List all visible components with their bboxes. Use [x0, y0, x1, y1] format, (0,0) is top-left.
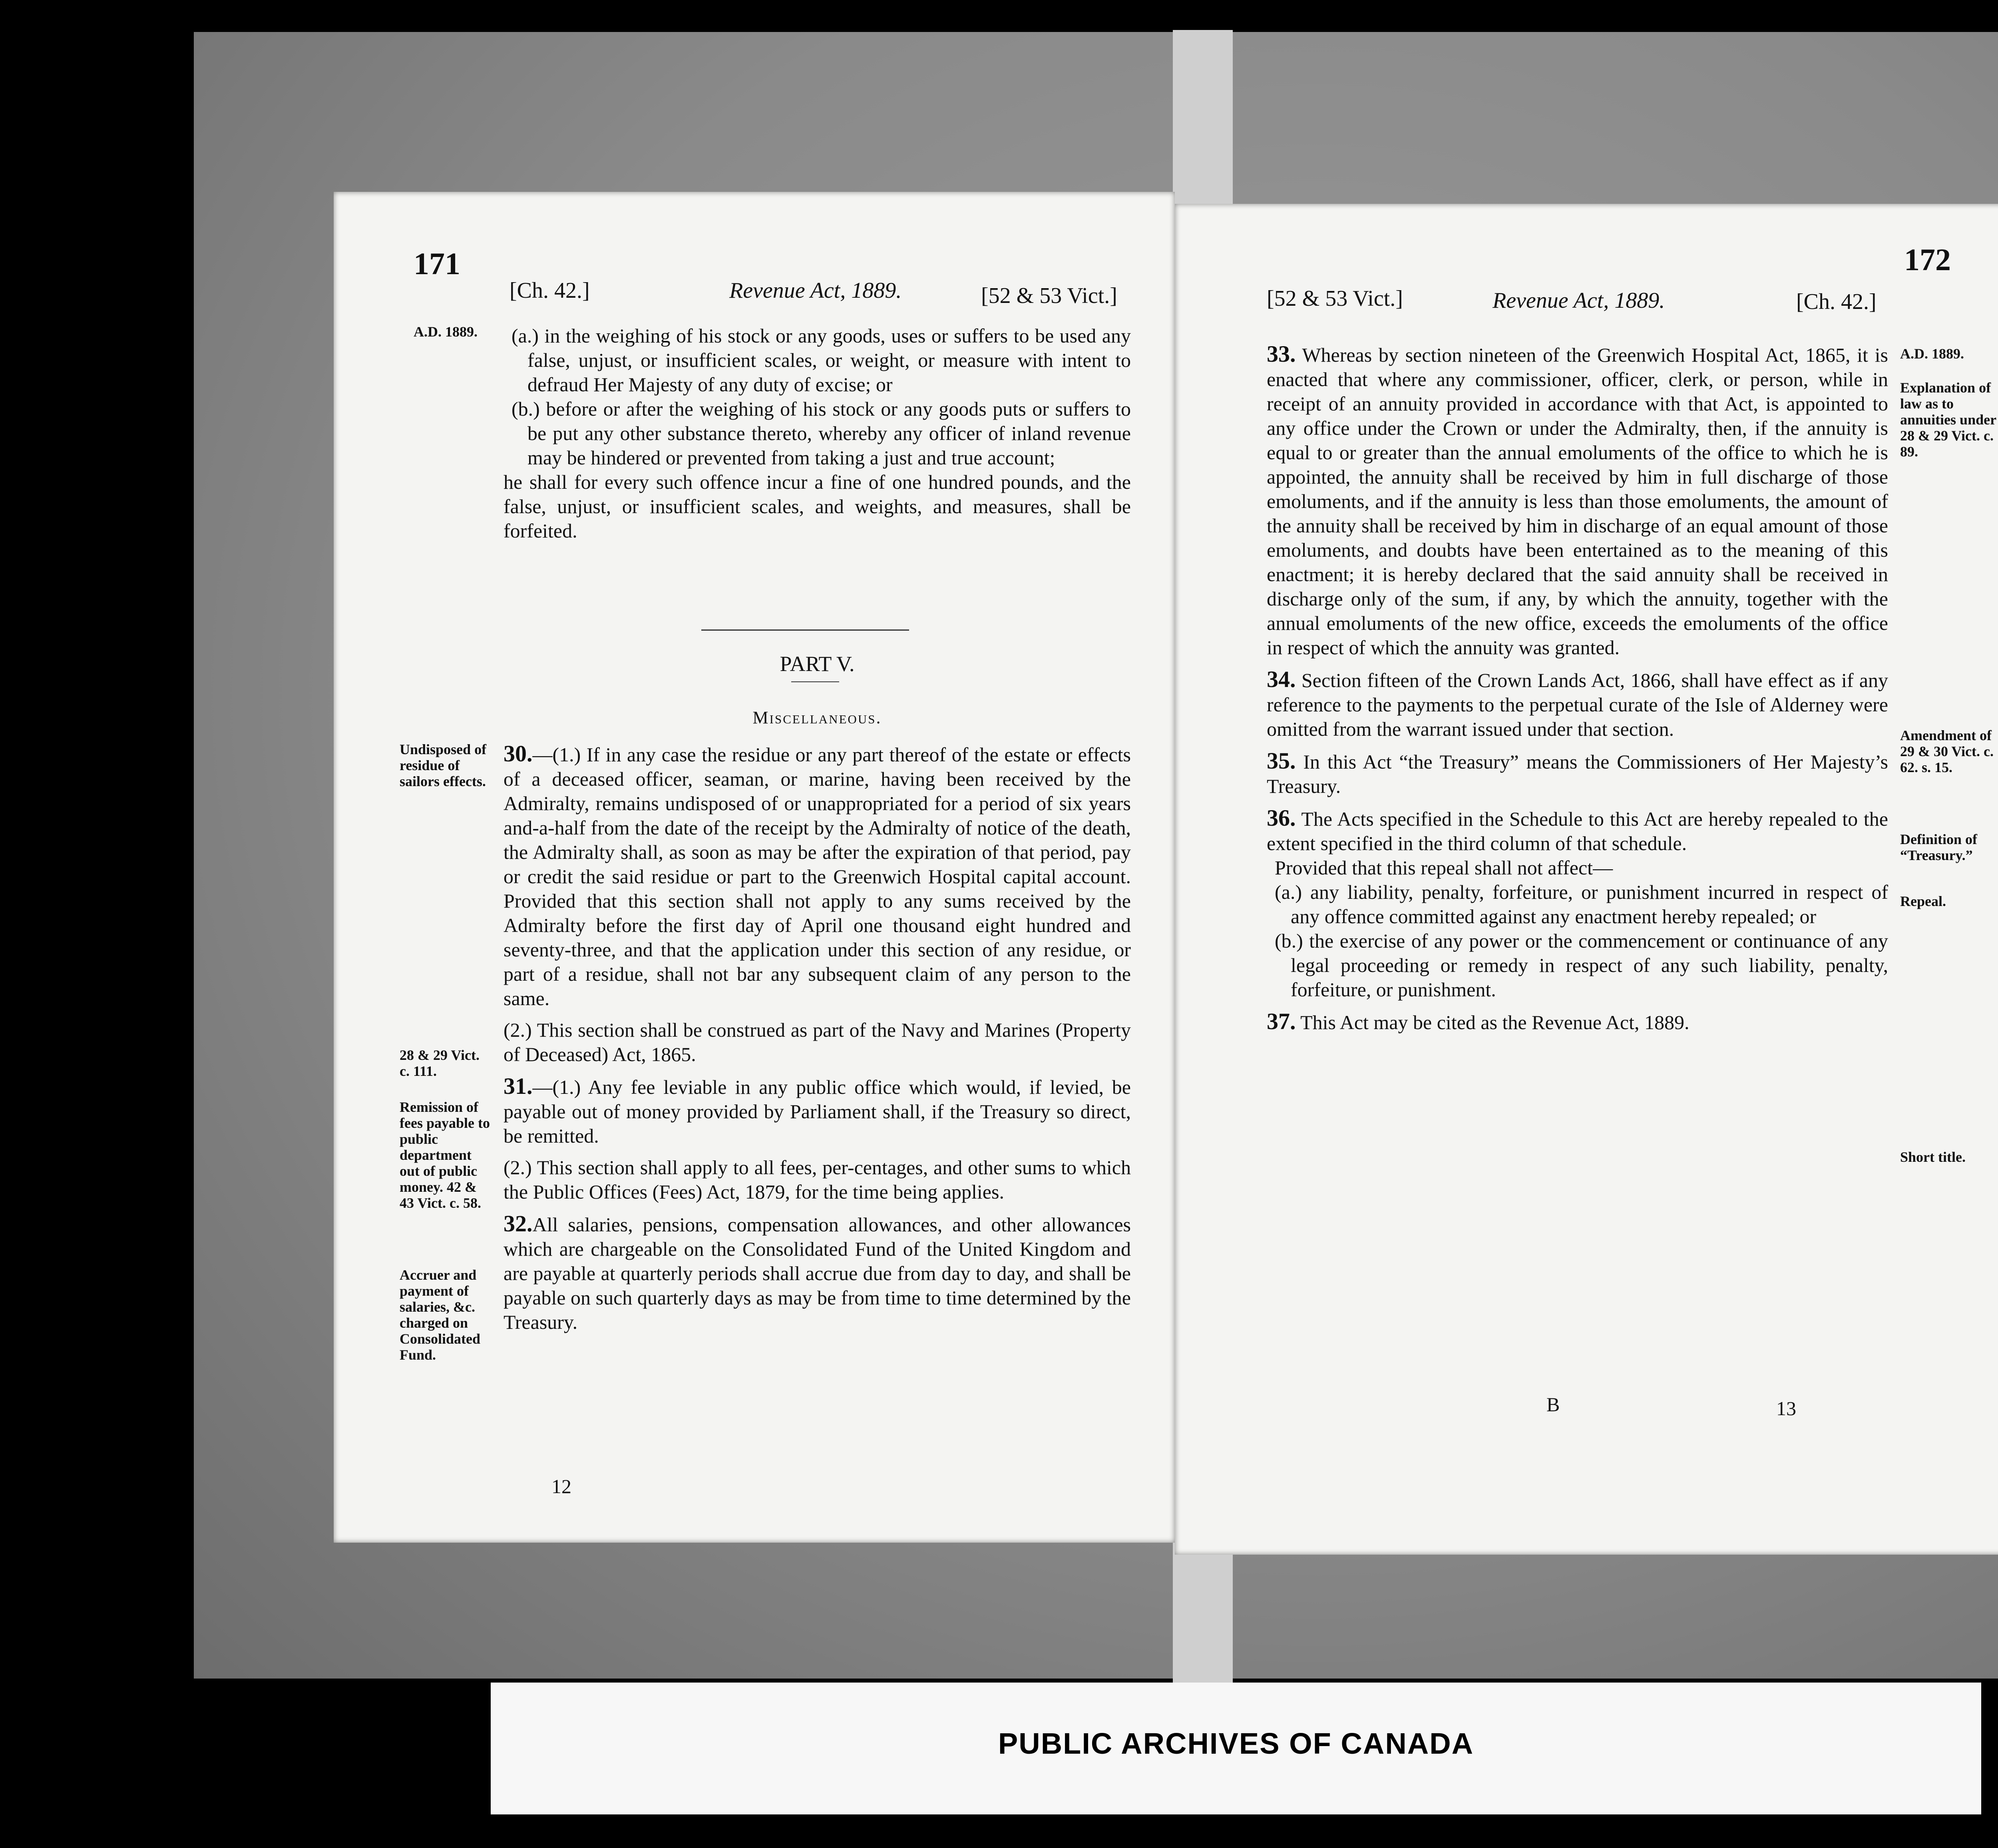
section-32-number: 32. [503, 1211, 533, 1237]
section-36: 36. The Acts specified in the Schedule to this Act are hereby repealed to the extent specified in the third column of that schedule. [1267, 805, 1888, 854]
margin-note-sec31: Remission of fees payable to public department out of public money. 42 & 43 Vict. c. 58. [400, 1099, 490, 1211]
section-31: 31.—(1.) Any fee leviable in any public office which would, if levied, be payable out of money provided by Parliament shall, if the Treasury so direct, be remitted. [503, 1073, 1131, 1147]
section-35-number: 35. [1267, 748, 1296, 774]
section-36-item-b: (b.) the exercise of any power or the commencement or continuance of any legal proceeding or remedy in respect of any such liability, penalty, forfeiture, or punishment. [1275, 930, 1888, 1001]
section-33-number: 33. [1267, 341, 1296, 367]
penalty-clause: he shall for every such offence incur a fine of one hundred pounds, and the false, unjust, or insufficient scales, and weights, and measures, shall be forfeited. [503, 471, 1131, 542]
section-30-number: 30. [503, 741, 533, 767]
section-31-2: (2.) This section shall apply to all fees, per-centages, and other sums to which the Public Offices (Fees) Act, 1879, for the time being applies. [503, 1156, 1131, 1203]
signature-mark-left: 12 [551, 1475, 571, 1498]
section-37: 37. This Act may be cited as the Revenue Act, 1889. [1267, 1008, 1690, 1034]
margin-note-sec32: Accruer and payment of salaries, &c. charged on Consolidated Fund. [400, 1267, 481, 1363]
part-divider [791, 681, 839, 682]
margin-year-right: A.D. 1889. [1900, 346, 1964, 362]
signature-letter: B [1546, 1393, 1560, 1416]
margin-year: A.D. 1889. [414, 324, 478, 340]
opening-provisions [503, 324, 1131, 550]
item-a: (a.) in the weighing of his stock or any goods, uses or suffers to be used any false, unjust, or insufficient scales, or weight, or measure with intent to defraud Her Majesty of any duty of excise; or [511, 325, 1131, 396]
right-page [1175, 204, 1998, 1555]
running-head-regnal-right: [52 & 53 Vict.] [1267, 286, 1403, 311]
running-head-chapter-right: [Ch. 42.] [1796, 289, 1877, 314]
sections-30-32 [503, 741, 1131, 1342]
item-b: (b.) before or after the weighing of his stock or any goods puts or suffers to be put any other substance thereto, whereby any officer of inland revenue may be hindered or prevented from taking a just and true account; [511, 398, 1131, 469]
page-number-left: 171 [414, 246, 460, 281]
section-34-number: 34. [1267, 666, 1296, 692]
running-head-title: Revenue Act, 1889. [729, 278, 902, 303]
part-subheading: Miscellaneous. [752, 708, 882, 727]
margin-note-sec35: Definition of “Treasury.” [1900, 831, 1977, 863]
section-34: 34. Section fifteen of the Crown Lands Act, 1866, shall have effect as if any reference to the payments to the perpetual curate of the Isle of Alderney were omitted from the warrant issued under that section. [1267, 666, 1889, 740]
running-head-regnal: [52 & 53 Vict.] [981, 283, 1117, 308]
margin-note-sec37: Short title. [1900, 1149, 1966, 1165]
section-30-2: (2.) This section shall be construed as part of the Navy and Marines (Property of Deceased) Act, 1865. [503, 1019, 1131, 1065]
running-head-title-right: Revenue Act, 1889. [1493, 288, 1665, 313]
margin-note-sec36: Repeal. [1900, 893, 1946, 909]
part-heading: PART V. [780, 652, 855, 676]
section-33: 33. Whereas by section nineteen of the Greenwich Hospital Act, 1865, it is enacted that where any commissioner, officer, clerk, or person, while in receipt of an annuity provided in accordance with that Act, is appointed to any office under the Crown or under the Admiralty, then, if the annuity is equal to or greater than the annual emoluments of the office to which he is appointed, the annuity shall be received by him in full discharge of those emoluments, and if the annuity is less than those emoluments, the amount of the annuity shall be received by him in discharge of an equal amount of those emoluments, and doubts have been entertained as to the meaning of this enactment; it is hereby declared that the said annuity shall be received in discharge only of the sum, if any, by which the annuity, together with the annual emoluments of the new office, exceeds the emoluments of the office in respect of which the annuity was granted. [1267, 341, 1888, 659]
section-37-number: 37. [1267, 1008, 1296, 1034]
section-35: 35. In this Act “the Treasury” means the Commissioners of Her Majesty’s Treasury. [1267, 748, 1889, 797]
section-31-number: 31. [503, 1073, 533, 1099]
left-page [334, 192, 1175, 1543]
archive-label: PUBLIC ARCHIVES OF CANADA [998, 1727, 1474, 1760]
sections-33-37 [1267, 342, 1888, 1042]
margin-note-sec30: Undisposed of residue of sailors effects. [400, 741, 487, 789]
section-divider [701, 629, 909, 631]
margin-note-sec33: Explanation of law as to annuities under 28 & 29 Vict. c. 89. [1900, 380, 1996, 460]
signature-number: 13 [1776, 1397, 1796, 1420]
archive-label-strip [491, 1683, 1981, 1814]
section-36-number: 36. [1267, 805, 1296, 831]
running-head-chapter: [Ch. 42.] [509, 278, 590, 303]
section-36-proviso: Provided that this repeal shall not affect— [1275, 856, 1613, 879]
margin-note-sec30-2: 28 & 29 Vict. c. 111. [400, 1047, 480, 1079]
margin-note-sec34: Amendment of 29 & 30 Vict. c. 62. s. 15. [1900, 727, 1994, 775]
section-36-item-a: (a.) any liability, penalty, forfeiture, or punishment incurred in respect of any offence committed against any enactment hereby repealed; or [1275, 881, 1888, 928]
section-32: 32.All salaries, pensions, compensation allowances, and other allowances which are chargeable on the Consolidated Fund of the United Kingdom and are payable at quarterly periods shall accrue due from day to day, and shall be payable on such quarterly days as may be from time to time determined by the Treasury. [503, 1211, 1131, 1333]
section-30: 30.—(1.) If in any case the residue or any part thereof of the estate or effects of a deceased officer, seaman, or marine, having been received by the Admiralty, remains undisposed of or unappropriated for a period of six years and-a-half from the date of the receipt by the Admiralty of notice of the death, the Admiralty shall, as soon as may be after the expiration of that period, pay or credit the said residue or part to the Greenwich Hospital capital account. Provided that this section shall not apply to any sums received by the Admiralty before the first day of April one thousand eight hundred and seventy-three, and that the application under this section of any residue, or part of a residue, shall not bar any subsequent claim of any person to the same. [503, 741, 1131, 1010]
page-number-right: 172 [1904, 242, 1951, 277]
